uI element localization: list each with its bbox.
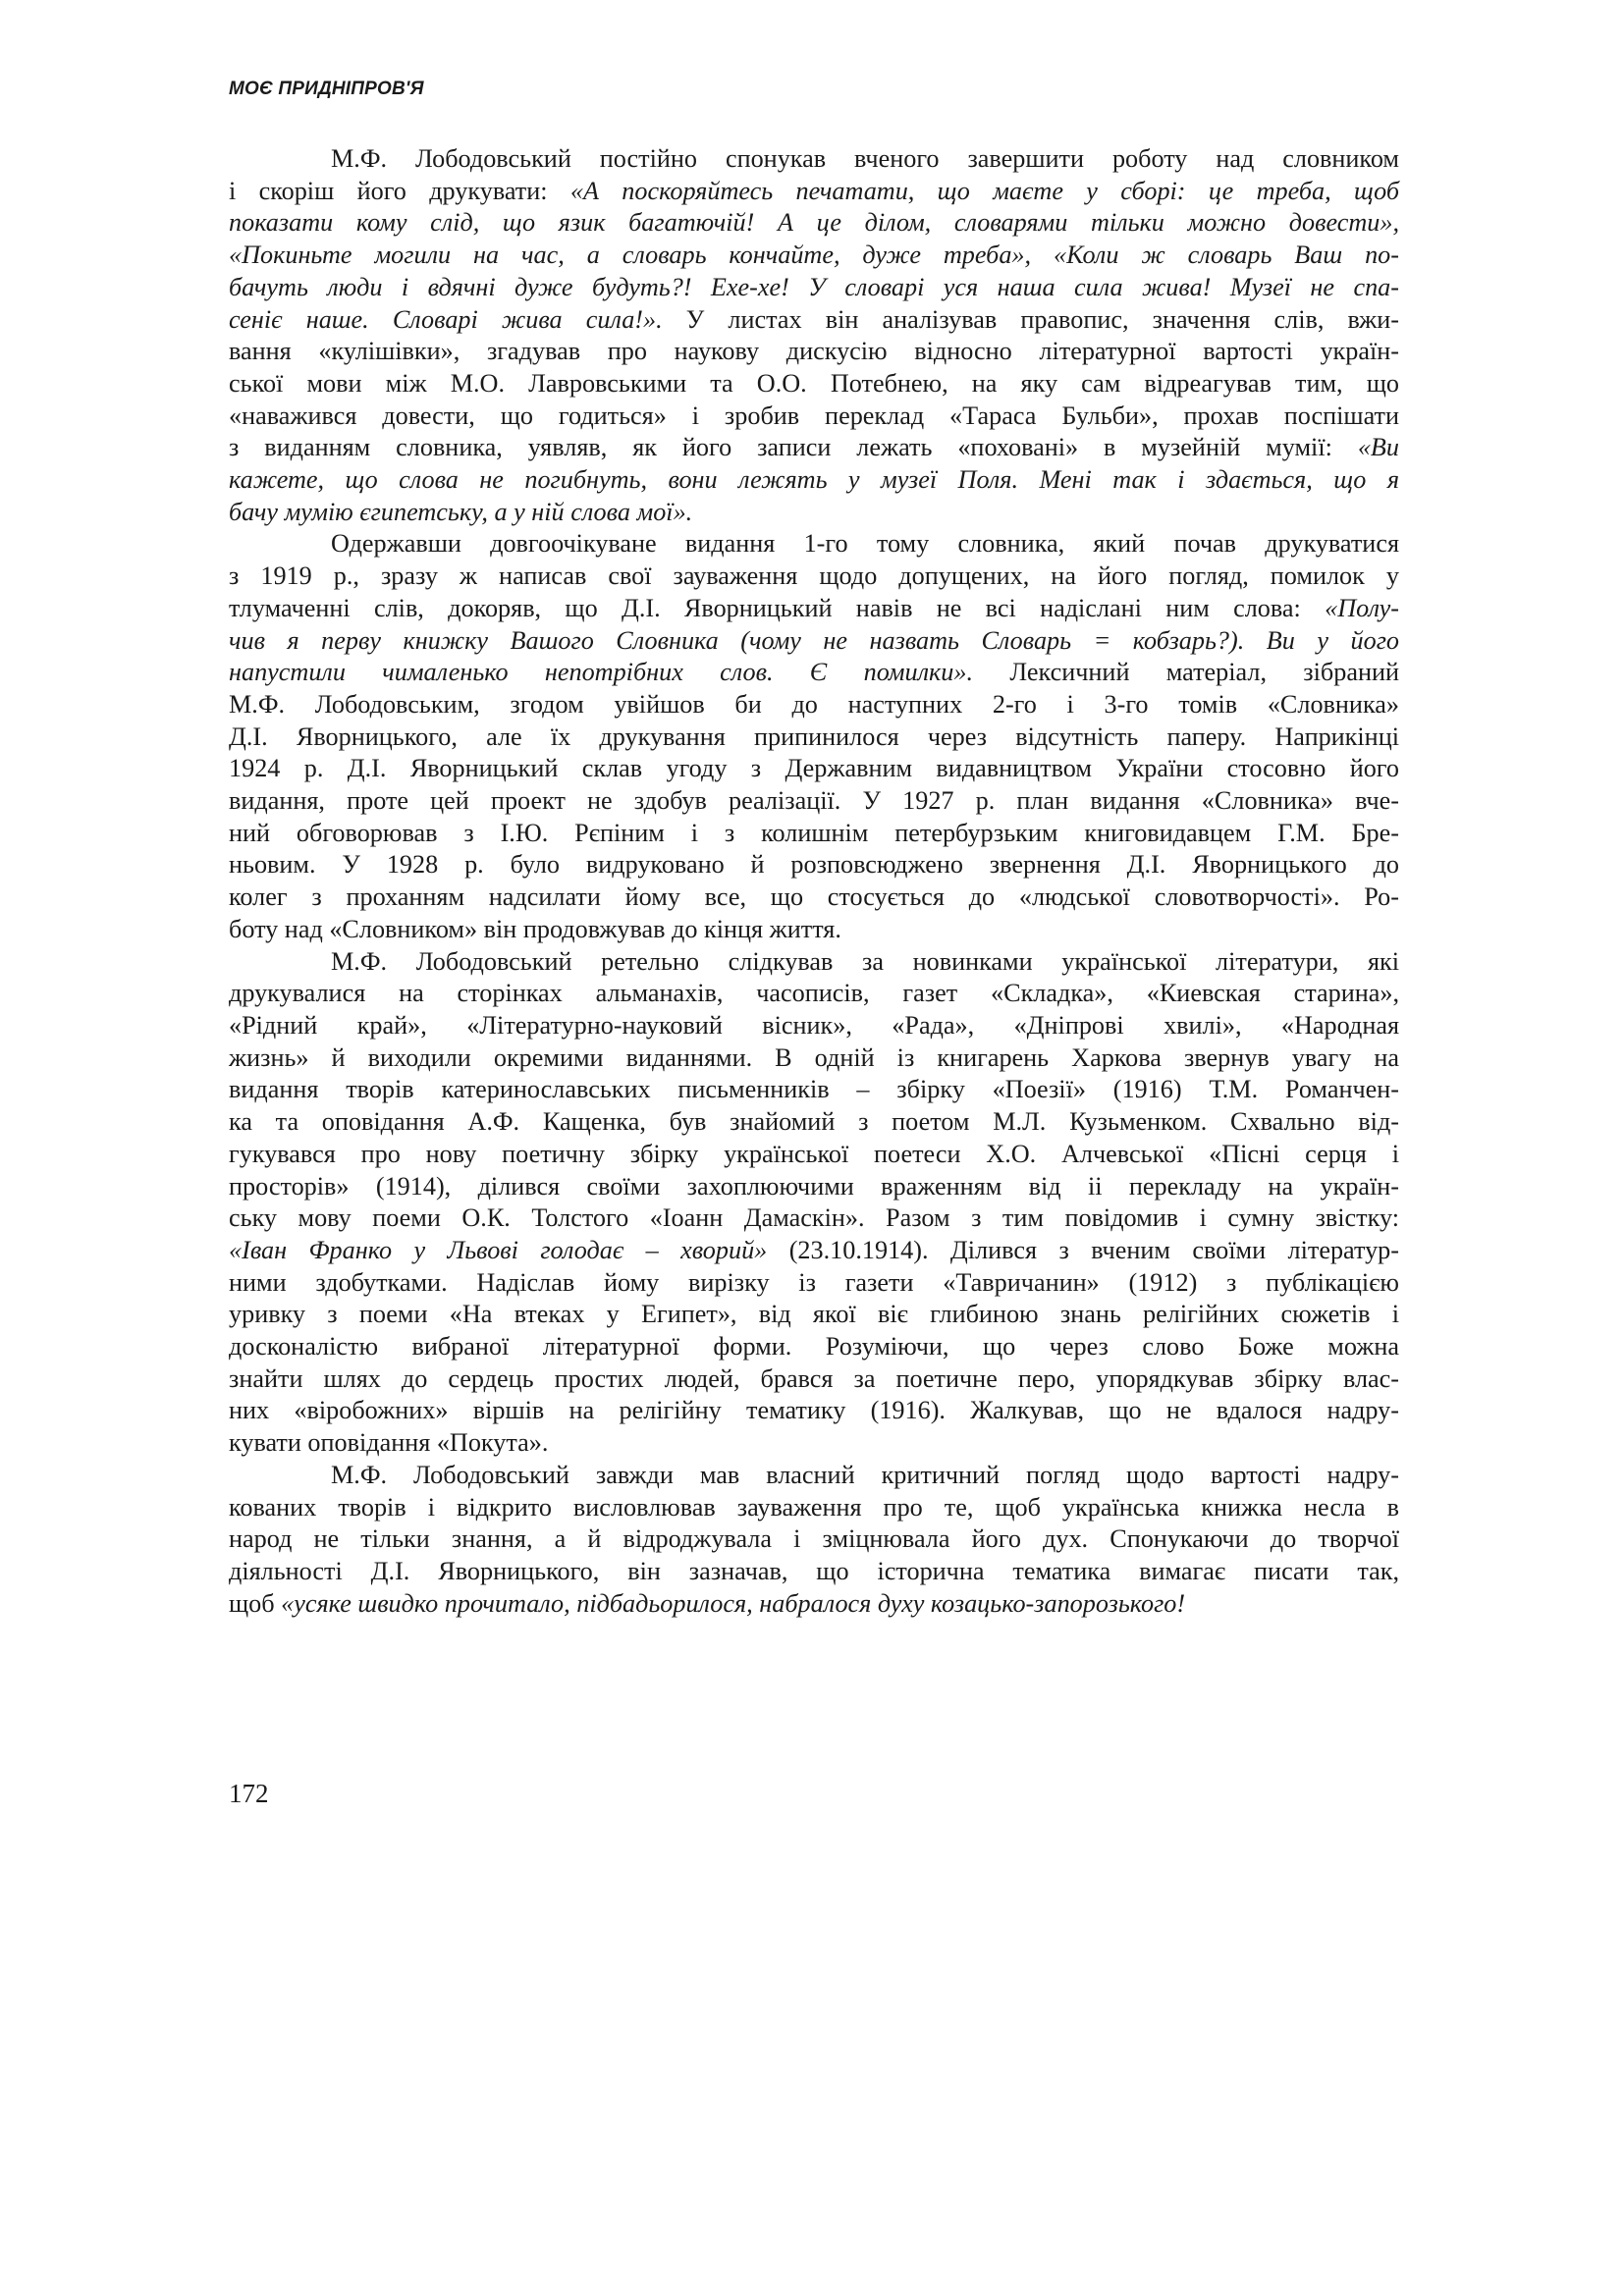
text-line [229,1299,1399,1331]
text-line [229,1523,1399,1556]
quote-run: «Покиньте могили на час, а словарь кончайте, дуже треба», «Коли ж словарь Ваш по- [229,240,1399,270]
text-run: ними здобутками. Надіслав йому вирізку із газети «Тавричанин» (1912) з публікацією [229,1267,1399,1297]
text-line [229,1042,1399,1075]
text-line [229,1106,1399,1139]
text-line [229,946,1399,979]
text-line [229,1460,1399,1492]
text-run: досконалістю вибраної літературної форми. Розуміючи, що через слово Боже можна [229,1332,1399,1362]
text-line [229,818,1399,850]
text-run: діяльності Д.І. Яворницького, він зазначав, що історична тематика вимагає писати так, [229,1556,1399,1585]
text-line [229,304,1399,337]
quote-run: показати кому слід, що язик багатючій! А це ділом, словарями тільки можно довести», [229,208,1399,238]
quote-run: «Ви [1357,433,1399,462]
text-run: М.Ф. Лободовський постійно спонукав вченого завершити роботу над словником [331,144,1399,173]
text-run: видання творів катеринославських письменників – збірку «Поезії» (1916) Т.М. Романчен- [229,1075,1399,1104]
text-run: народ не тільки знання, а й відроджувала і зміцнювала його дух. Спонукаючи до творчої [229,1524,1399,1554]
text-run: з виданням словника, уявляв, як його записи лежать «поховані» в музейній мумії: [229,433,1358,462]
text-run: Д.І. Яворницького, але їх друкування припинилося через відсутність паперу. Наприкінці [229,721,1399,751]
quote-run: «Полу- [1325,593,1399,622]
text-run: колег з проханням надсилати йому все, що стосується до «людської словотворчості». Ро- [229,882,1399,912]
text-line [229,593,1399,625]
text-line [229,753,1399,785]
quote-run: «Іван Франко у Львові голодає – хворий» [229,1235,768,1264]
text-run: М.Ф. Лободовський ретельно слідкував за новинками української літератури, які [331,946,1399,976]
text-run: вання «кулішівки», згадував про наукову дискусію відносно літературної вартості україн- [229,337,1399,366]
running-header: МОЄ ПРИДНІПРОВ'Я [229,79,424,99]
text-run: з 1919 р., зразу ж написав свої зауваження щодо допущених, на його погляд, помилок у [229,561,1399,591]
text-line [229,1267,1399,1300]
quote-run: «усяке швидко прочитало, підбадьорилося, набралося духу козацько-запорозького! [281,1588,1186,1618]
text-line [229,1235,1399,1267]
text-run: щоб [229,1588,282,1618]
text-run: «Рідний край», «Літературно-науковий вісник», «Рада», «Дніпрові хвилі», «Народная [229,1010,1399,1040]
text-run: ську мову поеми О.К. Толстого «Іоанн Дамаскін». Разом з тим повідомив і сумну звістку: [229,1203,1399,1233]
paragraph [229,143,1399,528]
text-line [229,497,1399,529]
text-run: 1924 р. Д.І. Яворницький склав угоду з Державним видавництвом України стосовно його [229,754,1399,783]
text-run: гукувався про нову поетичну збірку української поетеси Х.О. Алчевської «Пісні серця і [229,1139,1399,1168]
text-line [229,657,1399,689]
text-line [229,464,1399,497]
text-run: уривку з поеми «На втеках у Египет», від якої віє глибиною знань релігійних сюжетів і [229,1300,1399,1329]
text-line [229,240,1399,272]
text-line [229,914,1399,946]
quote-run: чив я перву книжку Вашого Словника (чому не назвать Словарь = кобзарь?). Ви у його [229,625,1399,655]
text-run: видання, проте цей проект не здобув реалізації. У 1927 р. план видання «Словника» вче- [229,786,1399,816]
text-run: боту над «Словником» він продовжував до кінця життя. [229,914,841,943]
quote-run: «А поскоряйтесь печатати, що маєте у сборі: це треба, щоб [569,176,1399,205]
text-run: них «віробожних» віршів на релігійну тематику (1916). Жалкував, що не вдалося надру- [229,1396,1399,1425]
text-line [229,881,1399,914]
body-text [229,143,1399,1620]
text-line [229,689,1399,721]
text-line [229,176,1399,208]
paragraph [229,946,1399,1460]
text-line [229,1202,1399,1235]
text-line [229,978,1399,1010]
text-line [229,368,1399,400]
text-run: просторів» (1914), ділився своїми захоплюючими враженням від іі перекладу на україн- [229,1171,1399,1201]
text-line [229,336,1399,368]
quote-run: сеніє наше. Словарі жива сила!». [229,304,663,334]
text-line [229,1139,1399,1171]
text-line [229,528,1399,561]
text-line [229,272,1399,304]
text-run: Одержавши довгоочікуване видання 1-го тому словника, який почав друкуватися [331,529,1399,559]
text-run: жизнь» й виходили окремими виданнями. В одній із книгарень Харкова звернув увагу на [229,1042,1399,1072]
quote-run: бачу мумію єгипетську, а у ній слова мої». [229,497,693,526]
text-line [229,1331,1399,1363]
text-line [229,1171,1399,1203]
text-line [229,721,1399,754]
text-run: У листах він аналізував правопис, значення слів, вжи- [662,304,1399,334]
text-line [229,625,1399,658]
text-line [229,1492,1399,1524]
text-line [229,1395,1399,1427]
quote-run: кажете, що слова не погибнуть, вони лежять у музеї Поля. Мені так і здається, що я [229,465,1399,495]
text-run: знайти шлях до сердець простих людей, брався за поетичне перо, упорядкував збірку влас- [229,1363,1399,1393]
text-run: Лексичний матеріал, зібраний [973,658,1399,687]
text-line [229,1588,1399,1621]
text-run: «наважився довести, що годиться» і зробив переклад «Тараса Бульби», прохав поспішати [229,400,1399,430]
quote-run: бачуть люди і вдячні дуже будуть?! Exe-xe! У словарі уся наша сила жива! Музеї не спа- [229,272,1399,301]
paragraph [229,528,1399,945]
text-line [229,1427,1399,1460]
text-run: друкувалися на сторінках альманахів, часописів, газет «Складка», «Киевская старина», [229,979,1399,1008]
text-line [229,432,1399,464]
quote-run: напустили чималенько непотрібних слов. Є помилки». [229,658,974,687]
text-line [229,561,1399,593]
text-run: і скоріш його друкувати: [229,176,570,205]
text-run: ка та оповідання А.Ф. Кащенка, був знайомий з поетом М.Л. Кузьменком. Схвально від- [229,1107,1399,1137]
text-line [229,400,1399,433]
text-run: кованих творів і відкрито висловлював зауваження про те, щоб українська книжка несла в [229,1492,1399,1522]
text-run: М.Ф. Лободовським, згодом увійшов би до наступних 2-го і 3-го томів «Словника» [229,689,1399,719]
text-line [229,143,1399,176]
text-line [229,1074,1399,1106]
text-run: ської мови між М.О. Лавровськими та О.О. Потебнею, на яку сам відреагував тим, що [229,368,1399,398]
text-run: тлумаченні слів, докоряв, що Д.І. Яворницький навів не всі надіслані ним слова: [229,593,1326,622]
text-line [229,1556,1399,1588]
text-run: М.Ф. Лободовський завжди мав власний критичний погляд щодо вартості надру- [331,1460,1399,1489]
text-run: кувати оповідання «Покута». [229,1428,549,1458]
text-line [229,1363,1399,1396]
paragraph [229,1460,1399,1621]
text-line [229,849,1399,881]
text-line [229,1010,1399,1042]
text-line [229,207,1399,240]
text-run: ньовим. У 1928 р. було видруковано й розповсюджено звернення Д.І. Яворницького до [229,850,1399,880]
text-run: (23.10.1914). Ділився з вченим своїми літератур- [767,1235,1399,1264]
page-number: 172 [229,1779,269,1808]
text-run: ний обговорював з І.Ю. Рєпіним і з колишнім петербурзьким книговидавцем Г.М. Бре- [229,818,1399,847]
text-line [229,785,1399,818]
